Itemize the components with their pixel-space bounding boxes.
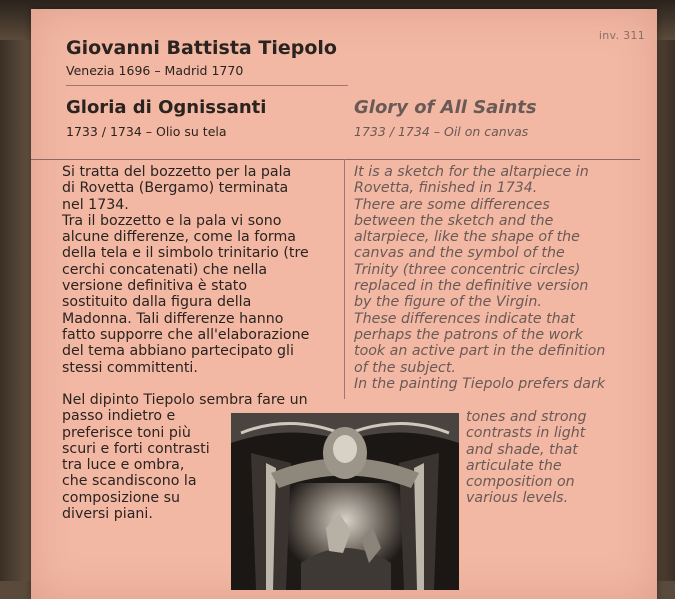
subtitle-english: 1733 / 1734 – Oil on canvas <box>354 124 529 139</box>
subtitle-italian: 1733 / 1734 – Olio su tela <box>66 124 227 139</box>
divider <box>66 85 348 86</box>
artist-dates: Venezia 1696 – Madrid 1770 <box>66 63 244 78</box>
description-english-top: It is a sketch for the altarpiece in Rovetta, finished in 1734. There are some differences between the sketch and the altarpiece, like the shape of the canvas and the symbol of the Trinity (three concentric circles) replaced in the definitive version by the figure of the Virgin. These differences indicate that perhaps the patrons of the work took an active part in the definition of the subject. In the painting Tiepolo prefers dark <box>354 164 606 392</box>
description-english-bottom: tones and strong contrasts in light and shade, that articulate the composition on various levels. <box>466 409 587 507</box>
description-italian-top: Si tratta del bozzetto per la pala di Rovetta (Bergamo) terminata nel 1734. Tra il bozzetto e la pala vi sono alcune differenze, come la forma della tela e il simbolo trinitario (tre cerchi concatenati) che nella versione definitiva è stato sostituito dalla figura della Madonna. Tali differenze hanno fatto supporre che all'elaborazione del tema abbiano partecipato gli stessi committenti. <box>62 164 310 376</box>
divider <box>31 159 640 160</box>
description-italian-bottom: Nel dipinto Tiepolo sembra fare un passo indietro e preferisce toni più scuri e forti contrasti tra luce e ombra, che scandiscono la composizione su diversi piani. <box>62 392 308 523</box>
painting-thumbnail <box>231 413 459 590</box>
inventory-number: inv. 311 <box>598 29 645 42</box>
artist-name: Giovanni Battista Tiepolo <box>66 37 337 59</box>
title-english: Glory of All Saints <box>354 97 537 118</box>
museum-label-card <box>31 9 657 599</box>
title-italian: Gloria di Ognissanti <box>66 97 267 118</box>
